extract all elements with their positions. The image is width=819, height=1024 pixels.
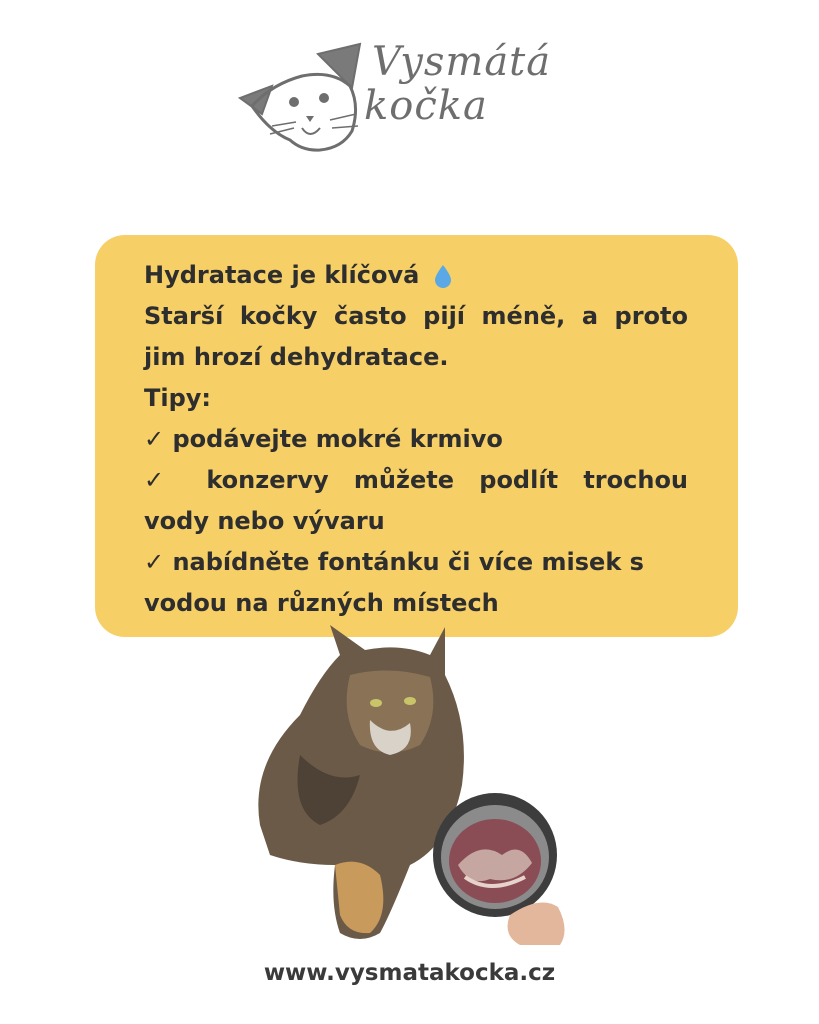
logo-wordmark — [364, 39, 552, 129]
website-url: www.vysmatakocka.cz — [263, 960, 556, 986]
tip-2-text-line-2: vody nebo vývaru — [144, 507, 385, 535]
cat-face-icon — [232, 36, 372, 156]
tip-3-text-line-2: vodou na různých místech — [144, 589, 499, 617]
brand-logo — [232, 36, 562, 156]
logo-line-1: Vysmátá — [372, 39, 552, 85]
tips-label: Tipy: — [144, 384, 212, 412]
tip-3-text-line-1: nabídněte fontánku či více misek s — [172, 548, 644, 576]
water-drop-icon — [434, 264, 452, 288]
tip-item-1 — [144, 419, 688, 460]
tip-1-text: podávejte mokré krmivo — [172, 425, 503, 453]
check-icon: ✓ — [144, 466, 182, 494]
cat-with-food-bowl-image — [240, 615, 580, 950]
check-icon: ✓ — [144, 425, 165, 453]
logo-line-2: kočka — [364, 83, 488, 129]
card-title: Hydratace je klíčová — [144, 261, 420, 289]
check-icon: ✓ — [144, 548, 165, 576]
hydration-tip-card — [95, 235, 738, 637]
intro-line-2: jim hrozí dehydratace. — [144, 343, 449, 371]
card-title-row — [144, 255, 688, 296]
intro-line-1: Starší kočky často pijí méně, a proto — [144, 302, 688, 330]
tip-item-3 — [144, 542, 688, 583]
tip-2-text-line-1: konzervy můžete podlít trochou — [206, 466, 689, 494]
tip-item-2 — [144, 460, 688, 501]
